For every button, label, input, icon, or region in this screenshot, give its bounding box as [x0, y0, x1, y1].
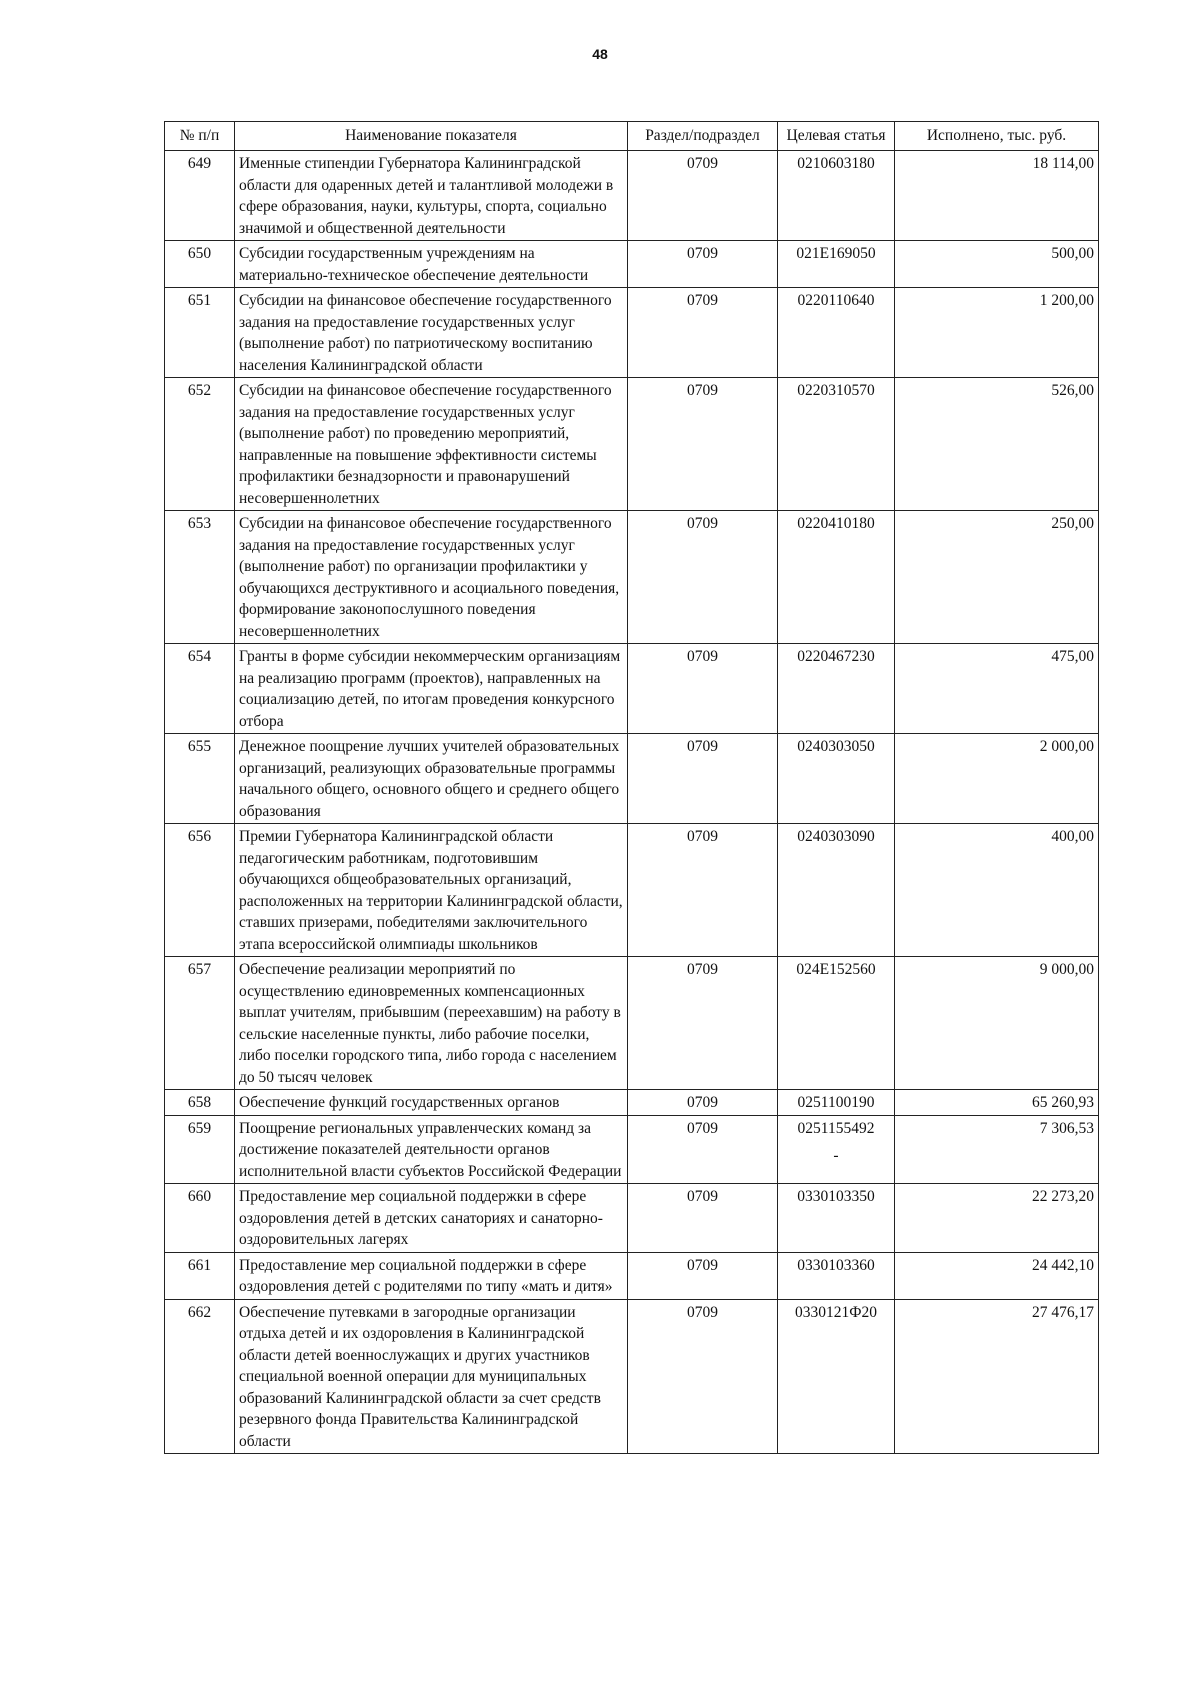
row-amount: 500,00 — [895, 241, 1099, 288]
table-row — [165, 1115, 1099, 1184]
row-amount: 526,00 — [895, 378, 1099, 511]
row-section: 0709 — [628, 1252, 778, 1299]
row-target: 0240303090 — [778, 824, 895, 957]
row-number: 653 — [165, 511, 235, 644]
row-section: 0709 — [628, 1184, 778, 1253]
row-amount: 65 260,93 — [895, 1090, 1099, 1116]
row-section: 0709 — [628, 824, 778, 957]
table-row — [165, 1184, 1099, 1253]
row-section: 0709 — [628, 734, 778, 824]
row-section: 0709 — [628, 378, 778, 511]
row-number: 651 — [165, 288, 235, 378]
row-name: Субсидии на финансовое обеспечение государственного задания на предоставление государственных услуг (выполнение работ) по патриотическому воспитанию населения Калининградской области — [235, 288, 628, 378]
row-target: 0220467230 — [778, 644, 895, 734]
budget-execution-table — [164, 121, 1099, 1454]
row-number: 654 — [165, 644, 235, 734]
row-name: Обеспечение реализации мероприятий по осуществлению единовременных компенсационных выплат учителям, прибывшим (переехавшим) на работу в сельские населенные пункты, либо рабочие поселки, либо поселки городского типа, либо города с населением до 50 тысяч человек — [235, 957, 628, 1090]
header-target: Целевая статья — [778, 122, 895, 151]
row-section: 0709 — [628, 1090, 778, 1116]
row-amount: 22 273,20 — [895, 1184, 1099, 1253]
row-target-cell — [778, 1115, 895, 1184]
row-section: 0709 — [628, 1115, 778, 1184]
row-target: 021E169050 — [778, 241, 895, 288]
row-name: Именные стипендии Губернатора Калининградской области для одаренных детей и талантливой молодежи в сфере образования, науки, культуры, спорта, социально значимой и общественной деятельности — [235, 151, 628, 241]
row-target: 0240303050 — [778, 734, 895, 824]
row-number: 649 — [165, 151, 235, 241]
row-section: 0709 — [628, 288, 778, 378]
row-number: 661 — [165, 1252, 235, 1299]
row-target: 0330103360 — [778, 1252, 895, 1299]
table-header-row — [165, 122, 1099, 151]
stray-mark: - — [833, 1147, 839, 1164]
row-target: 0220110640 — [778, 288, 895, 378]
row-name: Предоставление мер социальной поддержки в сфере оздоровления детей в детских санаториях и санаторно-оздоровительных лагерях — [235, 1184, 628, 1253]
table-row — [165, 378, 1099, 511]
row-name: Обеспечение функций государственных органов — [235, 1090, 628, 1116]
row-target: 0251155492 — [797, 1119, 875, 1137]
table-row — [165, 644, 1099, 734]
table-row — [165, 151, 1099, 241]
row-amount: 250,00 — [895, 511, 1099, 644]
row-name: Гранты в форме субсидии некоммерческим организациям на реализацию программ (проектов), направленных на социализацию детей, по итогам проведения конкурсного отбора — [235, 644, 628, 734]
row-amount: 1 200,00 — [895, 288, 1099, 378]
row-amount: 2 000,00 — [895, 734, 1099, 824]
row-name: Субсидии государственным учреждениям на материально-техническое обеспечение деятельности — [235, 241, 628, 288]
row-target: 0220310570 — [778, 378, 895, 511]
row-amount: 18 114,00 — [895, 151, 1099, 241]
header-section: Раздел/подраздел — [628, 122, 778, 151]
table-row — [165, 957, 1099, 1090]
row-target: 024E152560 — [778, 957, 895, 1090]
row-number: 657 — [165, 957, 235, 1090]
row-section: 0709 — [628, 511, 778, 644]
table-row — [165, 288, 1099, 378]
row-amount: 7 306,53 — [895, 1115, 1099, 1184]
row-name: Поощрение региональных управленческих команд за достижение показателей деятельности органов исполнительной власти субъектов Российской Федерации — [235, 1115, 628, 1184]
table-row — [165, 1252, 1099, 1299]
table-row — [165, 511, 1099, 644]
row-number: 656 — [165, 824, 235, 957]
row-name: Субсидии на финансовое обеспечение государственного задания на предоставление государственных услуг (выполнение работ) по организации профилактики у обучающихся деструктивного и асоциального поведения, формирование законопослушного поведения несовершеннолетних — [235, 511, 628, 644]
table-row — [165, 734, 1099, 824]
page-number: 48 — [592, 46, 608, 62]
row-name: Субсидии на финансовое обеспечение государственного задания на предоставление государственных услуг (выполнение работ) по проведению мероприятий, направленные на повышение эффективности системы профилактики безнадзорности и правонарушений несовершеннолетних — [235, 378, 628, 511]
row-section: 0709 — [628, 644, 778, 734]
row-section: 0709 — [628, 1299, 778, 1454]
row-amount: 400,00 — [895, 824, 1099, 957]
table-row — [165, 1090, 1099, 1116]
row-name: Обеспечение путевками в загородные организации отдыха детей и их оздоровления в Калининградской области детей военнослужащих и других участников специальной военной операции для муниципальных образований Калининградской области за счет средств резервного фонда Правительства Калининградской области — [235, 1299, 628, 1454]
row-number: 662 — [165, 1299, 235, 1454]
row-amount: 475,00 — [895, 644, 1099, 734]
header-amount: Исполнено, тыс. руб. — [895, 122, 1099, 151]
table-row — [165, 1299, 1099, 1454]
row-section: 0709 — [628, 151, 778, 241]
row-target: 0210603180 — [778, 151, 895, 241]
row-amount: 24 442,10 — [895, 1252, 1099, 1299]
header-name: Наименование показателя — [235, 122, 628, 151]
row-number: 652 — [165, 378, 235, 511]
row-target: 0220410180 — [778, 511, 895, 644]
row-target: 0330103350 — [778, 1184, 895, 1253]
row-name: Денежное поощрение лучших учителей образовательных организаций, реализующих образовательные программы начального общего, основного общего и среднего общего образования — [235, 734, 628, 824]
row-amount: 27 476,17 — [895, 1299, 1099, 1454]
row-target: 0251100190 — [778, 1090, 895, 1116]
row-section: 0709 — [628, 957, 778, 1090]
table-row — [165, 824, 1099, 957]
row-number: 659 — [165, 1115, 235, 1184]
row-number: 658 — [165, 1090, 235, 1116]
row-name: Предоставление мер социальной поддержки в сфере оздоровления детей с родителями по типу «мать и дитя» — [235, 1252, 628, 1299]
row-section: 0709 — [628, 241, 778, 288]
table-row — [165, 241, 1099, 288]
row-number: 660 — [165, 1184, 235, 1253]
row-amount: 9 000,00 — [895, 957, 1099, 1090]
row-name: Премии Губернатора Калининградской области педагогическим работникам, подготовившим обучающихся общеобразовательных организаций, расположенных на территории Калининградской области, ставших призерами, победителями заключительного этапа всероссийской олимпиады школьников — [235, 824, 628, 957]
row-target: 0330121Ф20 — [778, 1299, 895, 1454]
header-num: № п/п — [165, 122, 235, 151]
row-number: 650 — [165, 241, 235, 288]
row-number: 655 — [165, 734, 235, 824]
